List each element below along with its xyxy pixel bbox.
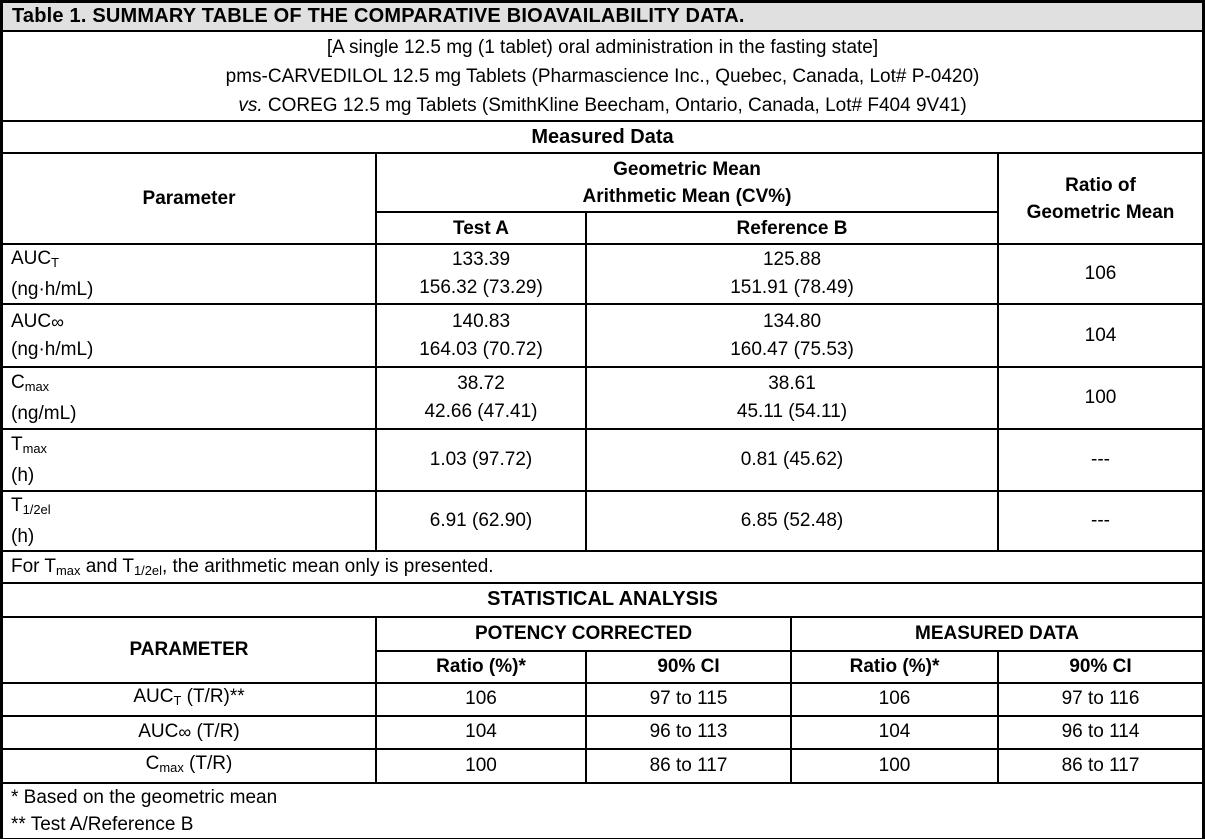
table-cell: 96 to 114 (999, 717, 1202, 748)
table-title-text: Table 1. SUMMARY TABLE OF THE COMPARATIVE BIOAVAILABILITY DATA. (12, 5, 745, 27)
table-cell: 134.80 160.47 (75.53) (587, 305, 997, 366)
study-description (3, 32, 1202, 120)
table-cell: --- (999, 430, 1202, 490)
stat-param-auct: $AUC_T$ (T/R)** (3, 684, 375, 715)
table-cell: 86 to 117 (587, 750, 790, 782)
table-cell: 97 to 116 (999, 684, 1202, 715)
stat-col-header-parameter: PARAMETER (3, 618, 375, 682)
param-cell-cmax: $C_{max}$ (ng/mL) (3, 368, 375, 428)
param-unit: (h) (11, 464, 35, 486)
table-cell: 104 (377, 717, 585, 748)
stat-col-header-measured-data: MEASURED DATA (792, 618, 1202, 650)
stat-subheader-pc-ci: 90% CI (587, 652, 790, 682)
table-cell: 133.39 156.32 (73.29) (377, 245, 585, 303)
reference-product-text: COREG 12.5 mg Tablets (SmithKline Beecham, Ontario, Canada, Lot# F404 9V41) (262, 94, 967, 116)
table-cell: 0.81 (45.62) (587, 430, 997, 490)
table-cell: 106 (999, 245, 1202, 303)
stat-param-aucinf: AUC∞ (T/R) (3, 717, 375, 748)
table-cell: 140.83 164.03 (70.72) (377, 305, 585, 366)
footnote-test-reference: ** Test A/Reference B (11, 813, 194, 835)
study-condition-line: [A single 12.5 mg (1 tablet) oral administration in the fasting state] (326, 36, 879, 58)
col-header-parameter: Parameter (3, 154, 375, 243)
param-unit: (ng/mL) (11, 402, 77, 424)
measured-data-section-header (3, 122, 1202, 152)
param-unit: (ng·h/mL) (11, 338, 94, 360)
table-cell: 6.85 (52.48) (587, 492, 997, 550)
statistical-analysis-table (3, 618, 1202, 782)
table-cell: 100 (792, 750, 997, 782)
stat-subheader-md-ci: 90% CI (999, 652, 1202, 682)
measured-data-table (3, 154, 1202, 550)
stat-subheader-md-ratio: Ratio (%)* (792, 652, 997, 682)
statistical-analysis-title: STATISTICAL ANALYSIS (487, 588, 718, 611)
test-product-line: pms-CARVEDILOL 12.5 mg Tablets (Pharmascience Inc., Quebec, Canada, Lot# P-0420) (225, 65, 980, 87)
table-title (3, 3, 1202, 30)
col-header-means: Geometric Mean Arithmetic Mean (CV%) (377, 154, 997, 211)
param-cell-thalf: $T_{1/2el}$ (h) (3, 492, 375, 550)
param-cell-auct: $AUC_T$ (ng·h/mL) (3, 245, 375, 303)
table-cell: 6.91 (62.90) (377, 492, 585, 550)
table-footnotes (3, 784, 1202, 838)
table-cell: 38.61 45.11 (54.11) (587, 368, 997, 428)
footnote-geometric-mean: * Based on the geometric mean (11, 786, 278, 808)
measured-data-section-title: Measured Data (531, 125, 674, 148)
reference-product-line (3, 91, 1202, 120)
table-cell: 104 (999, 305, 1202, 366)
col-header-reference-b: Reference B (587, 213, 997, 243)
table-cell: 100 (377, 750, 585, 782)
table-cell: 1.03 (97.72) (377, 430, 585, 490)
param-cell-aucinf: AUC∞ (ng·h/mL) (3, 305, 375, 366)
param-unit: (ng·h/mL) (11, 278, 94, 300)
table-cell: 100 (999, 368, 1202, 428)
vs-label: vs. (238, 94, 263, 116)
param-cell-tmax: $T_{max}$ (h) (3, 430, 375, 490)
table-cell: 106 (792, 684, 997, 715)
col-header-test-a: Test A (377, 213, 585, 243)
table-cell: 97 to 115 (587, 684, 790, 715)
stat-param-cmax: $C_{max}$ (T/R) (3, 750, 375, 782)
table-cell: 38.72 42.66 (47.41) (377, 368, 585, 428)
table-cell: 106 (377, 684, 585, 715)
table-cell: 86 to 117 (999, 750, 1202, 782)
col-header-ratio-geometric-mean: Ratio of Geometric Mean (999, 154, 1202, 243)
statistical-analysis-section-header (3, 584, 1202, 616)
table-cell: 104 (792, 717, 997, 748)
stat-col-header-potency-corrected: POTENCY CORRECTED (377, 618, 790, 650)
table-cell: 125.88 151.91 (78.49) (587, 245, 997, 303)
param-unit: (h) (11, 525, 35, 547)
table-cell: 96 to 113 (587, 717, 790, 748)
table-cell: --- (999, 492, 1202, 550)
measured-table-footnote: For $T_{max}$ and $T_{1/2el}$, the arithmetic mean only is presented. (3, 552, 1202, 582)
stat-subheader-pc-ratio: Ratio (%)* (377, 652, 585, 682)
